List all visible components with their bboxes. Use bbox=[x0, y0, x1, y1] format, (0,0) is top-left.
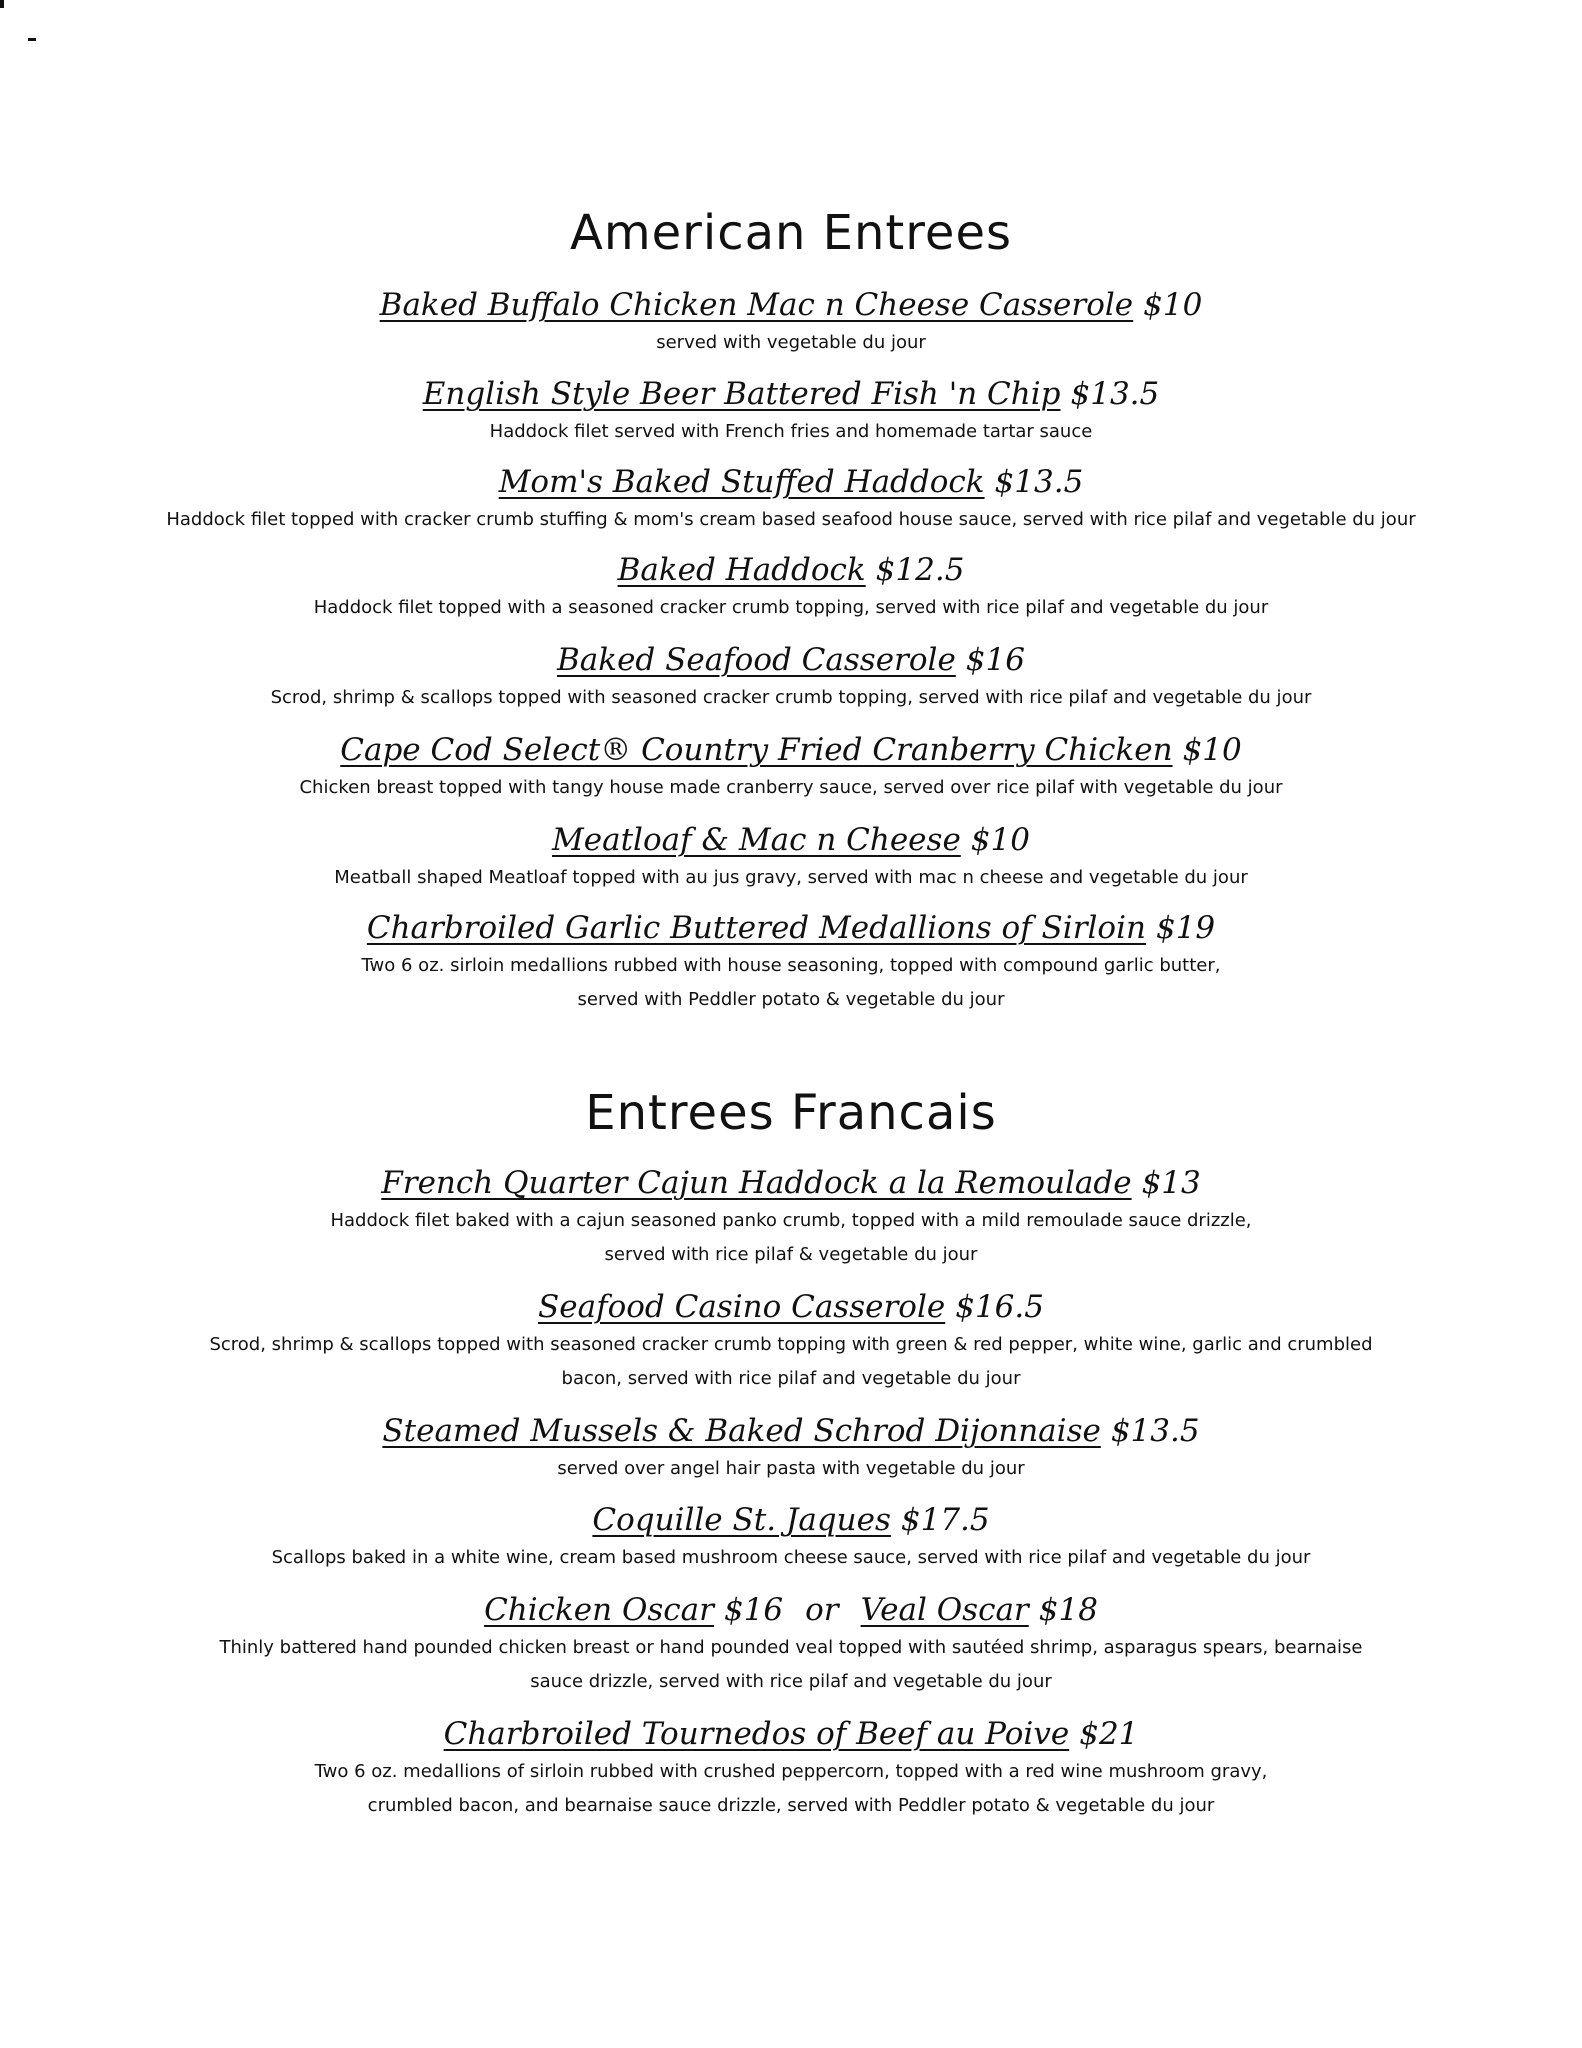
item-price: $13.5 bbox=[994, 464, 1084, 500]
section-title-american: American Entrees bbox=[570, 205, 1012, 261]
item-name: Baked Haddock bbox=[617, 552, 866, 588]
item-price: $16.5 bbox=[955, 1289, 1044, 1325]
item-description-line-2: bacon, served with rice pilaf and vegetable du jour bbox=[561, 1368, 1021, 1389]
menu-item-stuffed-haddock bbox=[0, 462, 1582, 536]
item-price: $10 bbox=[970, 822, 1030, 858]
item-name: English Style Beer Battered Fish 'n Chip bbox=[422, 376, 1061, 412]
item-price: $13.5 bbox=[1110, 1413, 1200, 1449]
item-description-line-2: crumbled bacon, and bearnaise sauce drizzle, served with Peddler potato & vegetable du jour bbox=[367, 1795, 1215, 1816]
menu-item-coquille bbox=[0, 1500, 1582, 1574]
menu-item-buffalo-mac bbox=[0, 285, 1582, 359]
item-description: Two 6 oz. sirloin medallions rubbed with house seasoning, topped with compound garlic butter, bbox=[361, 955, 1221, 976]
item-description: Thinly battered hand pounded chicken breast or hand pounded veal topped with sautéed shrimp, asparagus spears, bearnaise bbox=[219, 1637, 1363, 1658]
menu-item-meatloaf bbox=[0, 820, 1582, 894]
item-description: served with vegetable du jour bbox=[656, 332, 926, 353]
item-name: Cape Cod Select® Country Fried Cranberry Chicken bbox=[340, 732, 1173, 768]
item-price: $10 bbox=[1182, 732, 1242, 768]
menu-item-mussels-schrod bbox=[0, 1411, 1582, 1485]
item-name: Steamed Mussels & Baked Schrod Dijonnaise bbox=[382, 1413, 1101, 1449]
item-price: $16 bbox=[723, 1592, 784, 1628]
item-description: Scallops baked in a white wine, cream based mushroom cheese sauce, served with rice pilaf and vegetable du jour bbox=[271, 1547, 1311, 1568]
item-price: $12.5 bbox=[875, 552, 965, 588]
item-description: Two 6 oz. medallions of sirloin rubbed with crushed peppercorn, topped with a red wine mushroom gravy, bbox=[314, 1761, 1268, 1782]
scan-mark-top bbox=[0, 0, 4, 8]
item-name: Baked Seafood Casserole bbox=[557, 642, 956, 678]
menu-item-tournedos bbox=[0, 1714, 1582, 1822]
item-price: $17.5 bbox=[900, 1502, 990, 1538]
item-name: Baked Buffalo Chicken Mac n Cheese Casserole bbox=[379, 287, 1134, 323]
menu-item-fish-chip bbox=[0, 374, 1582, 448]
item-name: Chicken Oscar bbox=[484, 1592, 714, 1628]
item-name: Coquille St. Jaques bbox=[592, 1502, 891, 1538]
item-description: Scrod, shrimp & scallops topped with seasoned cracker crumb topping, served with rice pilaf and vegetable du jour bbox=[270, 687, 1312, 708]
item-description-line-2: served with Peddler potato & vegetable du jour bbox=[577, 989, 1005, 1010]
item-name: Mom's Baked Stuffed Haddock bbox=[498, 464, 985, 500]
item-name: Meatloaf & Mac n Cheese bbox=[552, 822, 961, 858]
item-description-line-2: sauce drizzle, served with rice pilaf and vegetable du jour bbox=[530, 1671, 1052, 1692]
item-or-separator: or bbox=[805, 1592, 839, 1628]
menu-item-baked-haddock bbox=[0, 550, 1582, 624]
item-description: Haddock filet topped with a seasoned cracker crumb topping, served with rice pilaf and vegetable du jour bbox=[313, 597, 1269, 618]
item-description: Scrod, shrimp & scallops topped with seasoned cracker crumb topping with green & red pepper, white wine, garlic and crumbled bbox=[209, 1334, 1373, 1355]
section-title-francais: Entrees Francais bbox=[585, 1085, 997, 1141]
menu-item-seafood-casserole bbox=[0, 640, 1582, 714]
scan-mark bbox=[28, 38, 36, 41]
item-price-alternate: $18 bbox=[1038, 1592, 1098, 1628]
item-description-line-2: served with rice pilaf & vegetable du jour bbox=[604, 1244, 978, 1265]
item-price: $21 bbox=[1079, 1716, 1139, 1752]
item-name: Charbroiled Garlic Buttered Medallions of Sirloin bbox=[366, 910, 1146, 946]
item-description: Meatball shaped Meatloaf topped with au jus gravy, served with mac n cheese and vegetable du jour bbox=[334, 867, 1248, 888]
menu-item-oscar bbox=[0, 1590, 1582, 1698]
item-name: Seafood Casino Casserole bbox=[538, 1289, 946, 1325]
item-description: Haddock filet topped with cracker crumb stuffing & mom's cream based seafood house sauce, served with rice pilaf and vegetable du jour bbox=[166, 509, 1416, 530]
item-price: $16 bbox=[965, 642, 1025, 678]
item-price: $10 bbox=[1143, 287, 1203, 323]
menu-item-cajun-haddock bbox=[0, 1163, 1582, 1271]
item-name: Charbroiled Tournedos of Beef au Poive bbox=[443, 1716, 1070, 1752]
item-price: $19 bbox=[1155, 910, 1216, 946]
item-description: served over angel hair pasta with vegetable du jour bbox=[557, 1458, 1025, 1479]
menu-item-cranberry-chicken bbox=[0, 730, 1582, 804]
item-description: Chicken breast topped with tangy house made cranberry sauce, served over rice pilaf with vegetable du jour bbox=[299, 777, 1283, 798]
item-name-alternate: Veal Oscar bbox=[860, 1592, 1029, 1628]
item-name: French Quarter Cajun Haddock a la Remoulade bbox=[381, 1165, 1132, 1201]
item-price: $13 bbox=[1141, 1165, 1201, 1201]
item-price: $13.5 bbox=[1070, 376, 1160, 412]
item-description: Haddock filet baked with a cajun seasoned panko crumb, topped with a mild remoulade sauce drizzle, bbox=[330, 1210, 1252, 1231]
menu-item-casino-casserole bbox=[0, 1287, 1582, 1395]
menu-item-sirloin-medallions bbox=[0, 908, 1582, 1016]
item-description: Haddock filet served with French fries and homemade tartar sauce bbox=[489, 421, 1093, 442]
